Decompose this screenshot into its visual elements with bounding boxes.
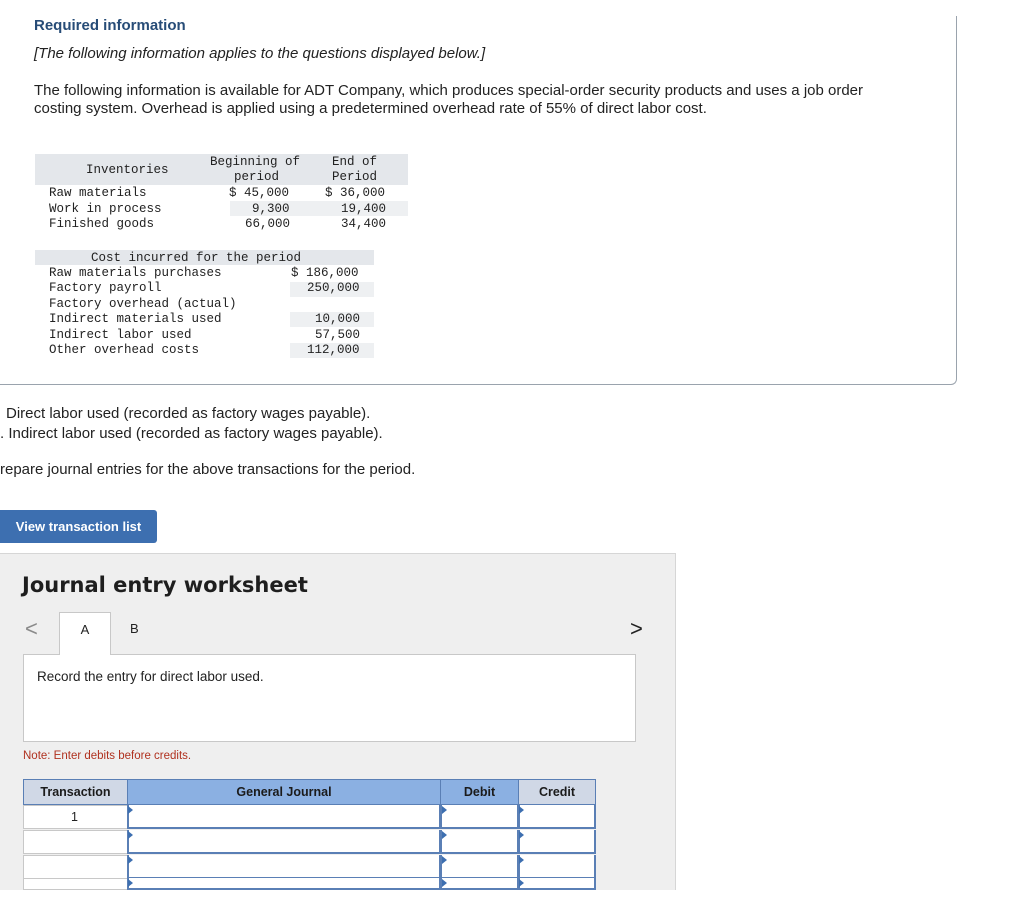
inventory-row-end: 34,400 [341,217,387,231]
entry-instruction-text: Record the entry for direct labor used. [37,669,264,684]
page-bottom-fade [0,890,1024,902]
inventory-row-label: Raw materials [49,186,147,200]
credit-input[interactable] [518,878,596,890]
column-header-general-journal: General Journal [127,779,441,805]
credit-input[interactable] [518,830,596,854]
inventory-col-end-line1: End of [332,155,378,169]
transaction-cell [23,830,128,854]
column-header-debit: Debit [440,779,519,805]
inventory-row-begin: 66,000 [245,217,291,231]
chevron-left-icon[interactable]: < [25,616,38,641]
inventory-row-end: 19,400 [341,202,387,216]
dropdown-marker-icon [442,856,447,864]
dropdown-marker-icon [442,879,447,887]
dropdown-marker-icon [128,856,133,864]
cost-row-value: 10,000 [315,312,361,326]
debit-input[interactable] [440,830,519,854]
view-transaction-list-button[interactable]: View transaction list [0,510,157,543]
debit-input[interactable] [440,878,519,890]
cost-row-value: $ 186,000 [291,266,359,280]
inventory-row-begin: 9,300 [252,202,290,216]
debit-credit-note: Note: Enter debits before credits. [23,750,192,762]
general-journal-input[interactable] [127,855,441,879]
cost-row-value: 112,000 [307,343,360,357]
cost-row-value: 57,500 [315,328,361,342]
dropdown-marker-icon [128,879,133,887]
cost-row-label: Indirect materials used [49,312,222,326]
column-header-transaction: Transaction [23,779,128,805]
cost-row-label: Other overhead costs [49,343,200,357]
inventory-col-begin-line1: Beginning of [210,155,301,169]
dropdown-marker-icon [519,806,524,814]
column-header-credit: Credit [518,779,596,805]
debit-input[interactable] [440,855,519,879]
inventory-row-label: Finished goods [49,217,155,231]
cost-row-label: Indirect labor used [49,328,192,342]
inventory-col-label: Inventories [86,163,169,177]
general-journal-input[interactable] [127,805,441,829]
cost-row-label: Raw materials purchases [49,266,222,280]
inventory-row-end: $ 36,000 [325,186,386,200]
tab-a[interactable] [59,612,111,655]
company-intro-text: The following information is available for ADT Company, which produces special-order security products and uses a job order costing system. Overhead is applied using a predetermined overhead rate of 55% of direct labor cost. [34,82,864,117]
inventory-col-end-line2: Period [332,170,378,184]
cost-row-label: Factory overhead (actual) [49,297,237,311]
cost-table-heading: Cost incurred for the period [91,251,302,265]
tab-a-label: A [80,622,90,637]
question-prepare-entries: repare journal entries for the above transactions for the period. [0,461,416,478]
question-line-indirect-labor: . Indirect labor used (recorded as factory wages payable). [0,425,383,442]
general-journal-input[interactable] [127,830,441,854]
transaction-cell [23,878,128,890]
cost-row-label: Factory payroll [49,281,162,295]
dropdown-marker-icon [519,831,524,839]
general-journal-input[interactable] [127,878,441,890]
dropdown-marker-icon [519,856,524,864]
dropdown-marker-icon [442,831,447,839]
question-line-direct-labor: Direct labor used (recorded as factory wages payable). [6,405,371,422]
credit-input[interactable] [518,855,596,879]
dropdown-marker-icon [128,806,133,814]
required-info-title: Required information [34,17,186,34]
tab-b[interactable]: B [130,621,139,636]
required-info-subtitle: [The following information applies to the questions displayed below.] [34,45,486,62]
inventory-row-label: Work in process [49,202,162,216]
worksheet-title: Journal entry worksheet [22,573,308,597]
chevron-right-icon[interactable]: > [630,616,643,641]
debit-input[interactable] [440,805,519,829]
dropdown-marker-icon [442,806,447,814]
cost-row-value: 250,000 [307,281,360,295]
dropdown-marker-icon [128,831,133,839]
entry-instruction-box [23,654,636,742]
transaction-number: 1 [71,810,78,824]
inventory-row-begin: $ 45,000 [229,186,290,200]
credit-input[interactable] [518,805,596,829]
inventory-col-begin-line2: period [234,170,280,184]
dropdown-marker-icon [519,879,524,887]
transaction-cell [23,855,128,879]
